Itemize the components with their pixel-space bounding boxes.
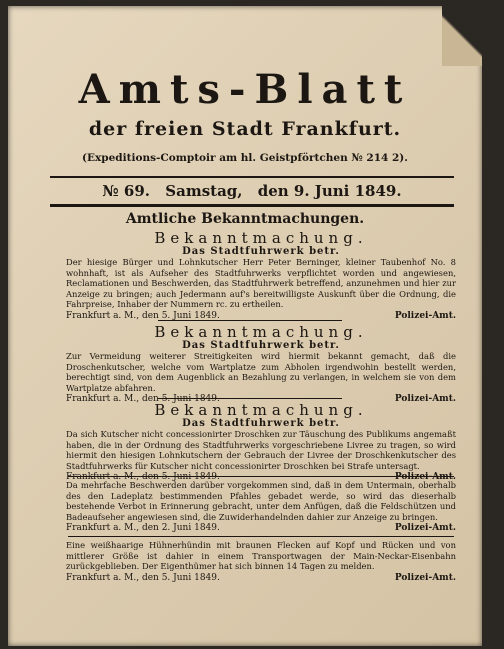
notice-place-date: Frankfurt a. M., den 5. Juni 1849. [66, 310, 220, 321]
notice [66, 540, 456, 584]
divider [68, 536, 454, 537]
notice-text: Eine weißhaarige Hühnerhündin mit braunen Flecken auf Kopf und Rücken und von mittlerer Größe ist dahier in einem Transportwagen der Main-Neckar-Eisenbahn zurückgeblieben. Der Eigenthümer hat sich binnen 14 Tagen zu melden. [66, 540, 456, 572]
notice-heading: Bekanntmachung. [154, 323, 368, 341]
notice-signature: Polizei-Amt. [394, 394, 456, 405]
notice [66, 230, 456, 322]
notice-text: Zur Vermeidung weiterer Streitigkeiten wird hiermit bekannt gemacht, daß die Droschenkutscher, welche vom Wartplatze zum Abholen irgendwohin bestellt werden, berechtigt sind, von dem Augenblick an Bezahlung zu verlangen, in welchem sie von dem Wartplatze abfahren. [66, 351, 456, 393]
masthead-subtitle: der freien Stadt Frankfurt. [88, 118, 402, 140]
issue-date: den 9. Juni 1849. [257, 182, 402, 200]
divider [158, 398, 342, 399]
notice [66, 480, 456, 534]
notice-signature: Polizei-Amt. [394, 472, 456, 483]
notice-place-date: Frankfurt a. M., den 5. Juni 1849. [66, 472, 220, 483]
notice-text: Da sich Kutscher nicht concessionirter Droschken zur Täuschung des Publikums angemaßt haben, die in der Ordnung des Stadtfuhrwerks vorgeschriebene Livree zu tragen, so wird hiermit den hiesigen Lohnkutschern der Gebrauch der Livree der Droschkenkutscher des Stadtfuhrwerks für Kutscher nicht concessionirter Droschken bei Strafe untersagt. [66, 429, 456, 471]
issue-line [50, 176, 454, 207]
notice-text: Der hiesige Bürger und Lohnkutscher Herr Peter Berninger, kleiner Taubenhof No. 8 wohnhaft, ist als Aufseher des Stadtfuhrwerks verpflichtet worden und angewiesen, Reclamationen und Beschwerden, das Stadtfuhrwerk betreffend, anzunehmen und hier zur Anzeige zu bringen; auch Jedermann auf's bereitwilligste Auskunft über die Ordnung, die Fahrpreise, Inhaber der Nummern rc. zu ertheilen. [66, 257, 456, 310]
masthead [8, 68, 482, 164]
notice-place-date: Frankfurt a. M., den 5. Juni 1849. [66, 572, 220, 583]
masthead-title: Amts-Blatt [78, 66, 412, 113]
notice-place-date: Frankfurt a. M., den 2. Juni 1849. [66, 523, 220, 534]
notice-heading: Bekanntmachung. [154, 229, 368, 247]
divider [68, 476, 454, 477]
folded-corner [442, 6, 482, 66]
notice-signature: Polizei-Amt. [394, 572, 456, 583]
notice-subject: Das Stadtfuhrwerk betr. [182, 246, 340, 257]
notice-heading: Bekanntmachung. [154, 401, 368, 419]
section-title: Amtliche Bekanntmachungen. [125, 211, 365, 227]
notice [66, 402, 456, 483]
issue-day: Samstag, [165, 182, 243, 200]
notice-signature-line [66, 522, 456, 534]
notice-text: Da mehrfache Beschwerden darüber vorgekommen sind, daß in dem Untermain, oberhalb des den Ladeplatz bestimmenden Pfahles gebadet werde, so wird das dieserhalb bestehende Verbot in Erinnerung gebracht, unter dem Anfügen, daß die Feldschützen und Badeaufseher angewiesen sind, die Zuwiderhandelnden dahier zur Anzeige zu bringen. [66, 480, 456, 522]
notice-subject: Das Stadtfuhrwerk betr. [182, 418, 340, 429]
notice-signature-line [66, 572, 456, 584]
notice-signature: Polizei-Amt. [394, 523, 456, 534]
notice-signature: Polizei-Amt. [394, 310, 456, 321]
masthead-office: (Expeditions-Comptoir am hl. Geistpförtchen № 214 2). [82, 152, 408, 164]
issue-number: № 69. [102, 182, 151, 200]
newspaper-page [8, 6, 482, 646]
notice-place-date: Frankfurt a. M., den 5. Juni 1849. [66, 394, 220, 405]
notice-subject: Das Stadtfuhrwerk betr. [182, 340, 340, 351]
divider [158, 320, 342, 321]
notice [66, 324, 456, 405]
